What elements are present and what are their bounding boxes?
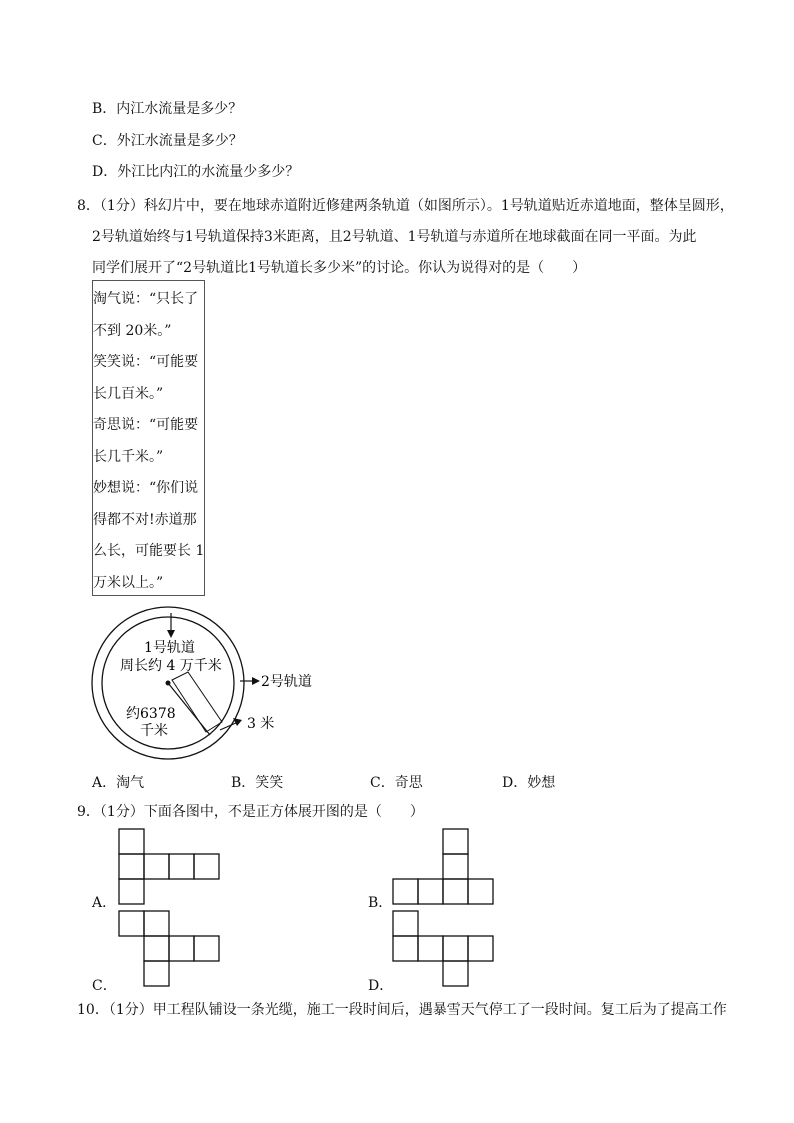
q9-label-d: D． [368, 978, 394, 994]
gap-label: 3 米 [247, 716, 275, 732]
orbit-diagram [80, 600, 340, 770]
q9-stem: 9．（1分）下面各图中，不是正方体展开图的是（ ） [77, 804, 424, 820]
q8-discussion-box [92, 280, 205, 596]
track1-label: 1号轨道 [144, 640, 195, 656]
net-d [393, 911, 493, 986]
option-c-prev: C．外江水流量是多少？ [92, 133, 243, 149]
box-line: 么长，可能要长 1 [93, 543, 205, 559]
option-d-prev: D．外江比内江的水流量少多少？ [92, 164, 300, 180]
q9-label-b: B． [368, 895, 393, 911]
option-b-prev: B．内江水流量是多少？ [92, 101, 243, 117]
box-line: 长几千米。” [93, 449, 164, 465]
box-line: 得都不对!赤道那 [93, 512, 197, 528]
box-line: 妙想说：“你们说 [93, 480, 199, 496]
net-b [393, 829, 493, 904]
q8-stem-line3: 同学们展开了“2号轨道比1号轨道长多少米”的讨论。你认为说得对的是（ ） [92, 260, 587, 276]
box-line: 万米以上。” [93, 575, 164, 591]
cube-nets [0, 825, 794, 995]
q8-option-b: B．笑笑 [231, 775, 284, 791]
box-line: 不到 20米。” [93, 323, 172, 339]
box-line: 长几百米。” [93, 386, 164, 402]
q10-stem: 10．（1分）甲工程队铺设一条光缆，施工一段时间后，遇暴雪天气停工了一段时间。复工后为了提高工作 [77, 1002, 727, 1018]
q8-stem-line2: 2号轨道始终与1号轨道保持3米距离，且2号轨道、1号轨道与赤道所在地球截面在同一平面。为此 [92, 229, 697, 245]
net-c [119, 911, 219, 986]
net-a [119, 829, 219, 904]
radius-label: 约6378 [126, 706, 176, 722]
box-line: 奇思说：“可能要 [93, 417, 199, 433]
q9-label-c: C． [92, 978, 117, 994]
box-line: 笑笑说：“可能要 [93, 354, 199, 370]
q9-label-a: A． [92, 895, 117, 911]
track1-circumference: 周长约 4 万千米 [120, 658, 222, 674]
q8-option-c: C．奇思 [370, 775, 423, 791]
box-line: 淘气说：“只长了 [93, 291, 199, 307]
track2-label: 2号轨道 [261, 674, 312, 690]
q8-option-d: D．妙想 [502, 775, 556, 791]
q8-stem-line1: 8．（1分）科幻片中，要在地球赤道附近修建两条轨道（如图所示）。1号轨道贴近赤道地面，整体呈圆形， [77, 198, 734, 214]
radius-unit: 千米 [140, 723, 168, 739]
q8-option-a: A．淘气 [92, 775, 145, 791]
